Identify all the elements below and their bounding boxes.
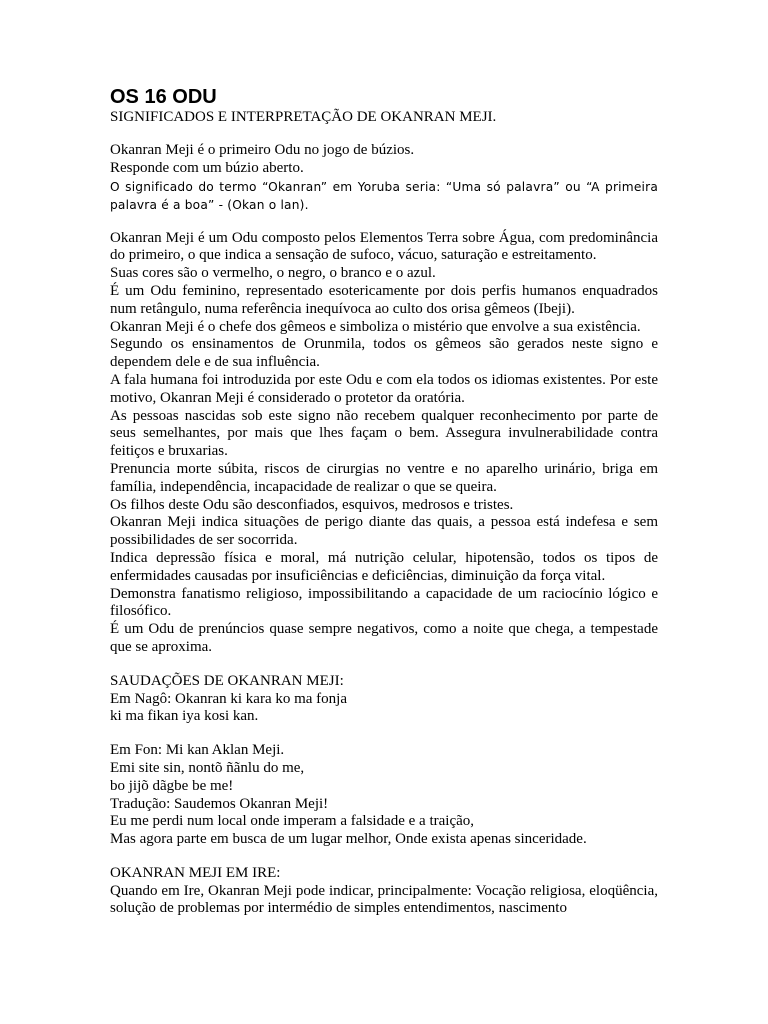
intro-section (110, 142, 658, 214)
fon-line: Mas agora parte em busca de um lugar melhor, Onde exista apenas sinceridade. (110, 831, 587, 848)
body-paragraph: É um Odu de prenúncios quase sempre negativos, como a noite que chega, a tempestade que se aproxima. (110, 621, 658, 655)
fon-line: Tradução: Saudemos Okanran Meji! (110, 795, 329, 812)
body-paragraph: Okanran Meji indica situações de perigo diante das quais, a pessoa está indefesa e sem possibilidades de ser socorrida. (110, 514, 658, 549)
body-paragraph: A fala humana foi introduzida por este Odu e com ela todos os idiomas existentes. Por este motivo, Okanran Meji é considerado o protetor da oratória. (110, 371, 658, 406)
body-paragraph: É um Odu feminino, representado esotericamente por dois perfis humanos enquadrados num retângulo, numa referência inequívoca ao culto dos orisa gêmeos (Ibeji). (110, 282, 658, 317)
document-subtitle: SIGNIFICADOS E INTERPRETAÇÃO DE OKANRAN MEJI. (110, 109, 497, 125)
fon-line: Eu me perdi num local onde imperam a falsidade e a traição, (110, 813, 475, 830)
intro-line: Okanran Meji é o primeiro Odu no jogo de búzios. (110, 142, 415, 158)
body-paragraph: Indica depressão física e moral, má nutrição celular, hipotensão, todos os tipos de enfermidades causadas por insuficiências e deficiências, diminuição da força vital. (110, 549, 658, 584)
greetings-heading: SAUDAÇÕES DE OKANRAN MEJI: (110, 672, 344, 689)
body-paragraph: Prenuncia morte súbita, riscos de cirurgias no ventre e no aparelho urinário, briga em família, independência, incapacidade de realizar o que se queira. (110, 460, 658, 495)
fon-line: Emi site sin, nontõ ñãnlu do me, (110, 759, 305, 776)
ire-heading: OKANRAN MEJI EM IRE: (110, 864, 281, 881)
body-paragraph: Okanran Meji é o chefe dos gêmeos e simboliza o mistério que envolve a sua existência. (110, 318, 641, 335)
body-paragraph: Segundo os ensinamentos de Orunmila, todos os gêmeos são gerados neste signo e dependem dele e de sua influência. (110, 336, 658, 371)
document-title: OS 16 ODU (110, 86, 217, 108)
ire-section (110, 865, 658, 918)
ire-paragraph: Quando em Ire, Okanran Meji pode indicar, principalmente: Vocação religiosa, eloqüência, solução de problemas por intermédio de simples entendimentos, nascimento (110, 882, 658, 917)
body-paragraph: Demonstra fanatismo religioso, impossibilitando a capacidade de um raciocínio lógico e filosófico. (110, 585, 658, 620)
nago-line: Em Nagô: Okanran ki kara ko ma fonja (110, 690, 348, 707)
nago-line: ki ma fikan iya kosi kan. (110, 708, 259, 725)
intro-line: Responde com um búzio aberto. (110, 159, 304, 176)
meaning-note: O significado do termo “Okanran” em Yoruba seria: “Uma só palavra” ou “A primeira palavra é a boa” - (Okan o lan). (110, 179, 658, 212)
body-paragraph: Os filhos deste Odu são desconfiados, esquivos, medrosos e tristes. (110, 496, 514, 513)
greetings-fon-section (110, 742, 658, 849)
fon-line: Em Fon: Mi kan Aklan Meji. (110, 742, 285, 759)
greetings-nago-section (110, 673, 658, 726)
fon-line: bo jijõ dãgbe be me! (110, 777, 234, 794)
body-paragraph: Suas cores são o vermelho, o negro, o branco e o azul. (110, 265, 436, 282)
body-paragraph: As pessoas nascidas sob este signo não recebem qualquer reconhecimento por parte de seus semelhantes, por mais que lhes façam o bem. Assegura invulnerabilidade contra feitiços e bruxarias. (110, 407, 658, 460)
body-section (110, 230, 658, 657)
body-paragraph: Okanran Meji é um Odu composto pelos Elementos Terra sobre Água, com predominância do primeiro, o que indica a sensação de sufoco, vácuo, saturação e estreitamento. (110, 229, 658, 264)
